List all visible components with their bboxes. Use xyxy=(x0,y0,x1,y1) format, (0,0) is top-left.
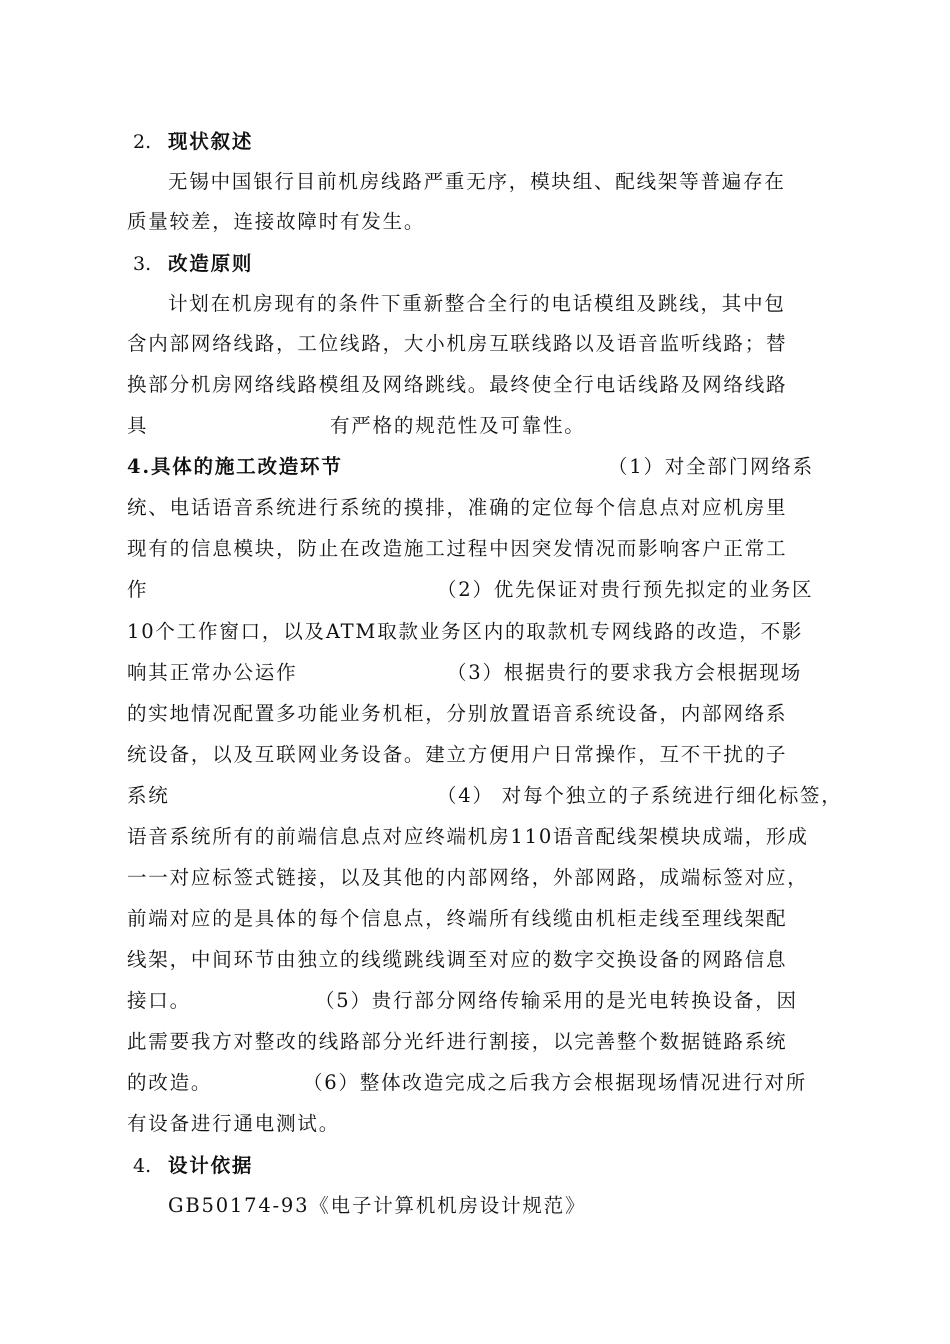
list-item-head: （4） 对每个独立的子系统进行细化标签， xyxy=(437,784,843,807)
paragraph-line: 一一对应标签式链接，以及其他的内部网络，外部网路，成端标签对应， xyxy=(127,866,809,889)
list-item-head: （1）对全部门网络系 xyxy=(608,455,814,478)
section-number: 3. xyxy=(133,253,152,275)
section-title: 现状叙述 xyxy=(168,130,254,153)
paragraph-line: 语音系统所有的前端信息点对应终端机房110语音配线架模块成端，形成 xyxy=(127,825,809,848)
list-item-head: （5）贵行部分网络传输采用的是光电转换设备，因 xyxy=(315,989,798,1012)
paragraph-line: 统、电话语音系统进行系统的摸排，准确的定位每个信息点对应机房里 xyxy=(127,496,788,519)
section-number: 4. xyxy=(133,1155,152,1177)
paragraph-line: 有严格的规范性及可靠性。 xyxy=(330,414,586,437)
paragraph-line: 10个工作窗口，以及ATM取款业务区内的取款机专网线路的改造，不影 xyxy=(127,620,804,643)
list-item-head: （3）根据贵行的要求我方会根据现场 xyxy=(447,661,803,684)
paragraph-line: 无锡中国银行目前机房线路严重无序，模块组、配线架等普遍存在 xyxy=(168,170,786,193)
paragraph-line: 具 xyxy=(127,414,149,437)
paragraph-line: 统设备，以及互联网业务设备。建立方便用户日常操作，互不干扰的子 xyxy=(127,743,788,766)
section-title: 改造原则 xyxy=(168,252,254,275)
paragraph-line: 此需要我方对整改的线路部分光纤进行割接，以完善整个数据链路系统 xyxy=(127,1030,788,1053)
paragraph-line: 系统 xyxy=(127,784,170,807)
paragraph-line: 计划在机房现有的条件下重新整合全行的电话模组及跳线，其中包 xyxy=(168,292,786,315)
section-title: 设计依据 xyxy=(168,1154,254,1177)
section-title: 4.具体的施工改造环节 xyxy=(127,455,343,478)
paragraph-line: 现有的信息模块，防止在改造施工过程中因突发情况而影响客户正常工 xyxy=(127,537,788,560)
paragraph-line: 作 xyxy=(127,578,149,601)
section-number: 2. xyxy=(133,131,152,153)
paragraph-line: 有设备进行通电测试。 xyxy=(127,1112,341,1135)
paragraph-line: 前端对应的是具体的每个信息点，终端所有线缆由机柜走线至理线架配 xyxy=(127,907,788,930)
paragraph-line: 的改造。 xyxy=(127,1071,213,1094)
paragraph-line: 的实地情况配置多功能业务机柜，分别放置语音系统设备，内部网络系 xyxy=(127,702,788,725)
paragraph-line: GB50174-93《电子计算机机房设计规范》 xyxy=(168,1194,587,1217)
paragraph-line: 响其正常办公运作 xyxy=(127,661,298,684)
paragraph-line: 接口。 xyxy=(127,989,191,1012)
list-item-head: （6）整体改造完成之后我方会根据现场情况进行对所 xyxy=(303,1071,808,1094)
paragraph-line: 质量较差，连接故障时有发生。 xyxy=(127,210,426,233)
paragraph-line: 线架，中间环节由独立的线缆跳线调至对应的数字交换设备的网路信息 xyxy=(127,948,788,971)
paragraph-line: 含内部网络线路，工位线路，大小机房互联线路以及语音监听线路；替 xyxy=(127,332,788,355)
paragraph-line: 换部分机房网络线路模组及网络跳线。最终使全行电话线路及网络线路 xyxy=(127,373,788,396)
list-item-head: （2）优先保证对贵行预先拟定的业务区 xyxy=(437,578,814,601)
